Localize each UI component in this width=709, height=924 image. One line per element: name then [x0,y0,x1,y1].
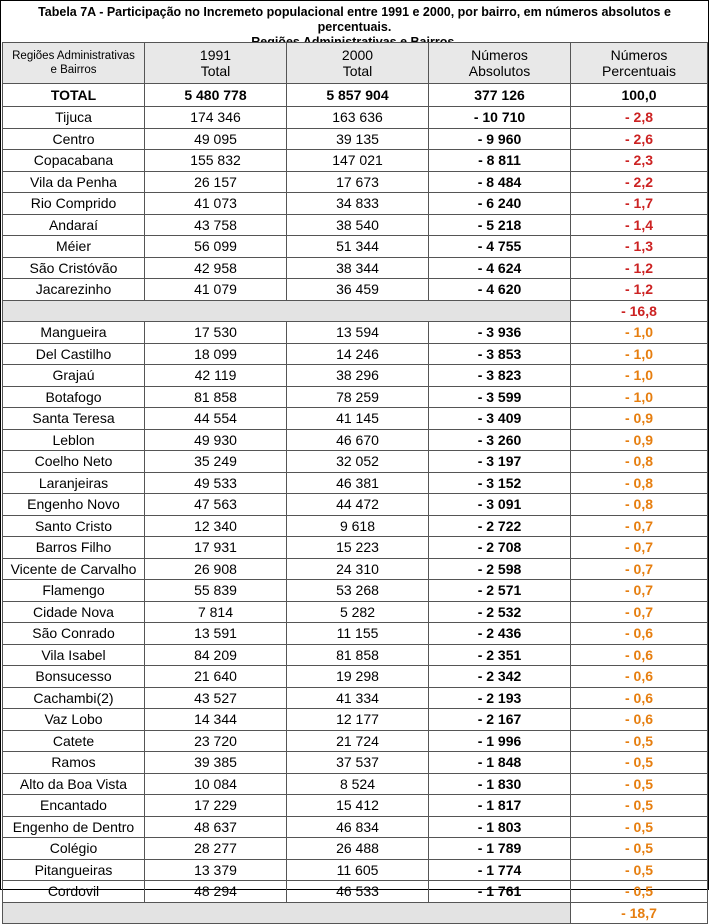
value-2000: 14 246 [287,343,429,365]
neighborhood-name: São Conrado [3,623,145,645]
value-percent: - 0,8 [571,494,708,516]
header-regions [3,43,145,84]
table-row [3,193,708,215]
header-2000-line1: 2000 [341,47,374,63]
value-absolute: - 2 532 [429,601,571,623]
neighborhood-name: Flamengo [3,580,145,602]
neighborhood-name: Colégio [3,838,145,860]
value-absolute: - 2 708 [429,537,571,559]
value-2000: 163 636 [287,107,429,129]
value-absolute: - 3 091 [429,494,571,516]
value-percent: - 0,5 [571,859,708,881]
value-percent: - 0,7 [571,537,708,559]
neighborhood-name: São Cristóvão [3,257,145,279]
value-percent: - 0,8 [571,472,708,494]
header-1991-line2: Total [200,63,231,79]
neighborhood-name: Tijuca [3,107,145,129]
header-percent-line2: Percentuais [602,63,676,79]
value-percent: - 0,5 [571,795,708,817]
value-2000: 24 310 [287,558,429,580]
value-2000: 46 834 [287,816,429,838]
value-absolute: - 1 817 [429,795,571,817]
table-row [3,580,708,602]
value-2000: 26 488 [287,838,429,860]
value-2000: 44 472 [287,494,429,516]
value-2000: 21 724 [287,730,429,752]
neighborhood-name: Cordovil [3,881,145,903]
value-2000: 32 052 [287,451,429,473]
value-2000: 41 145 [287,408,429,430]
value-absolute: - 3 152 [429,472,571,494]
subtotal-percent: - 16,8 [571,300,708,322]
neighborhood-name: Rio Comprido [3,193,145,215]
value-1991: 47 563 [145,494,287,516]
value-1991: 17 931 [145,537,287,559]
value-1991: 81 858 [145,386,287,408]
value-2000: 78 259 [287,386,429,408]
table-row [3,107,708,129]
value-2000: 53 268 [287,580,429,602]
value-1991: 17 530 [145,322,287,344]
subtotal-spacer [3,902,571,924]
value-1991: 174 346 [145,107,287,129]
value-absolute: - 8 484 [429,171,571,193]
total-pct: 100,0 [571,84,708,107]
value-percent: - 0,7 [571,580,708,602]
table-row [3,515,708,537]
value-1991: 41 079 [145,279,287,301]
subtotal-spacer [3,300,571,322]
value-2000: 15 412 [287,795,429,817]
value-1991: 49 533 [145,472,287,494]
value-percent: - 0,9 [571,408,708,430]
table-row [3,408,708,430]
value-1991: 155 832 [145,150,287,172]
value-1991: 42 958 [145,257,287,279]
value-2000: 37 537 [287,752,429,774]
neighborhood-name: Del Castilho [3,343,145,365]
neighborhood-name: Laranjeiras [3,472,145,494]
value-2000: 46 533 [287,881,429,903]
value-absolute: - 3 936 [429,322,571,344]
table-row [3,365,708,387]
value-percent: - 0,5 [571,773,708,795]
value-absolute: - 1 761 [429,881,571,903]
table-row [3,472,708,494]
neighborhood-name: Vila Isabel [3,644,145,666]
value-1991: 49 095 [145,128,287,150]
header-percent-line1: Números [610,47,668,63]
neighborhood-name: Andaraí [3,214,145,236]
value-2000: 39 135 [287,128,429,150]
value-2000: 19 298 [287,666,429,688]
neighborhood-name: Botafogo [3,386,145,408]
value-1991: 18 099 [145,343,287,365]
value-1991: 44 554 [145,408,287,430]
value-percent: - 2,6 [571,128,708,150]
value-absolute: - 9 960 [429,128,571,150]
value-percent: - 2,2 [571,171,708,193]
value-absolute: - 3 260 [429,429,571,451]
value-absolute: - 3 599 [429,386,571,408]
table-row [3,730,708,752]
value-percent: - 0,7 [571,558,708,580]
header-1991 [145,43,287,84]
table-row [3,666,708,688]
table-row [3,257,708,279]
table-row [3,795,708,817]
value-1991: 84 209 [145,644,287,666]
table-row [3,279,708,301]
value-1991: 26 908 [145,558,287,580]
header-regions-line1: Regiões Administrativas [12,50,135,62]
value-1991: 12 340 [145,515,287,537]
value-absolute: - 1 996 [429,730,571,752]
value-percent: - 0,9 [571,429,708,451]
value-percent: - 1,3 [571,236,708,258]
value-percent: - 2,3 [571,150,708,172]
value-1991: 48 294 [145,881,287,903]
value-absolute: - 4 755 [429,236,571,258]
value-2000: 38 344 [287,257,429,279]
value-1991: 42 119 [145,365,287,387]
value-absolute: - 3 823 [429,365,571,387]
value-1991: 43 527 [145,687,287,709]
table-row [3,601,708,623]
neighborhood-name: Grajaú [3,365,145,387]
value-percent: - 0,7 [571,515,708,537]
value-absolute: - 8 811 [429,150,571,172]
subtotal-row [3,300,708,322]
table-row [3,623,708,645]
value-absolute: - 10 710 [429,107,571,129]
value-percent: - 0,5 [571,816,708,838]
value-2000: 38 540 [287,214,429,236]
value-1991: 39 385 [145,752,287,774]
value-2000: 15 223 [287,537,429,559]
value-percent: - 0,6 [571,687,708,709]
value-absolute: - 1 774 [429,859,571,881]
table-row [3,494,708,516]
table-row [3,644,708,666]
value-1991: 56 099 [145,236,287,258]
header-2000 [287,43,429,84]
value-2000: 17 673 [287,171,429,193]
value-percent: - 0,6 [571,623,708,645]
value-1991: 7 814 [145,601,287,623]
value-2000: 11 605 [287,859,429,881]
table-row [3,537,708,559]
header-absolute-line2: Absolutos [468,63,531,79]
table-row [3,150,708,172]
table-row [3,236,708,258]
total-abs: 377 126 [429,84,571,107]
value-1991: 13 379 [145,859,287,881]
total-2000: 5 857 904 [287,84,429,107]
value-percent: - 1,0 [571,365,708,387]
table-row [3,859,708,881]
value-percent: - 1,0 [571,322,708,344]
table-row [3,343,708,365]
value-absolute: - 3 197 [429,451,571,473]
value-2000: 12 177 [287,709,429,731]
neighborhood-name: Mangueira [3,322,145,344]
neighborhood-name: Engenho Novo [3,494,145,516]
value-2000: 11 155 [287,623,429,645]
value-percent: - 1,7 [571,193,708,215]
value-absolute: - 4 624 [429,257,571,279]
value-percent: - 0,6 [571,709,708,731]
table-row [3,171,708,193]
header-row [3,43,708,84]
subtotal-row [3,902,708,924]
neighborhood-name: Ramos [3,752,145,774]
value-absolute: - 2 193 [429,687,571,709]
neighborhood-name: Pitangueiras [3,859,145,881]
header-1991-line1: 1991 [199,47,232,63]
table-row [3,816,708,838]
value-absolute: - 2 167 [429,709,571,731]
neighborhood-name: Leblon [3,429,145,451]
value-1991: 43 758 [145,214,287,236]
neighborhood-name: Engenho de Dentro [3,816,145,838]
value-percent: - 0,7 [571,601,708,623]
value-absolute: - 1 803 [429,816,571,838]
header-percent [571,43,708,84]
neighborhood-name: Méier [3,236,145,258]
value-2000: 81 858 [287,644,429,666]
value-1991: 55 839 [145,580,287,602]
neighborhood-name: Catete [3,730,145,752]
value-1991: 23 720 [145,730,287,752]
table-row [3,752,708,774]
value-2000: 46 381 [287,472,429,494]
population-table [2,42,708,924]
value-percent: - 1,4 [571,214,708,236]
value-percent: - 0,5 [571,881,708,903]
neighborhood-name: Coelho Neto [3,451,145,473]
neighborhood-name: Encantado [3,795,145,817]
value-2000: 9 618 [287,515,429,537]
value-1991: 28 277 [145,838,287,860]
value-absolute: - 6 240 [429,193,571,215]
table-row [3,881,708,903]
value-absolute: - 2 436 [429,623,571,645]
value-percent: - 0,5 [571,752,708,774]
value-2000: 46 670 [287,429,429,451]
neighborhood-name: Copacabana [3,150,145,172]
table-row [3,558,708,580]
table-row [3,687,708,709]
value-absolute: - 3 409 [429,408,571,430]
value-absolute: - 2 351 [429,644,571,666]
value-2000: 36 459 [287,279,429,301]
neighborhood-name: Santa Teresa [3,408,145,430]
table-row [3,214,708,236]
value-2000: 147 021 [287,150,429,172]
header-absolute [429,43,571,84]
neighborhood-name: Vila da Penha [3,171,145,193]
value-2000: 8 524 [287,773,429,795]
value-absolute: - 3 853 [429,343,571,365]
neighborhood-name: Vaz Lobo [3,709,145,731]
value-1991: 41 073 [145,193,287,215]
header-absolute-line1: Números [471,47,528,63]
value-1991: 49 930 [145,429,287,451]
neighborhood-name: Centro [3,128,145,150]
neighborhood-name: Barros Filho [3,537,145,559]
header-regions-line2: e Bairros [50,64,97,76]
value-1991: 21 640 [145,666,287,688]
value-percent: - 0,8 [571,451,708,473]
value-percent: - 2,8 [571,107,708,129]
neighborhood-name: Bonsucesso [3,666,145,688]
value-2000: 5 282 [287,601,429,623]
table-row [3,709,708,731]
neighborhood-name: Jacarezinho [3,279,145,301]
value-1991: 35 249 [145,451,287,473]
value-1991: 48 637 [145,816,287,838]
value-absolute: - 2 722 [429,515,571,537]
value-2000: 38 296 [287,365,429,387]
total-1991: 5 480 778 [145,84,287,107]
value-2000: 51 344 [287,236,429,258]
value-percent: - 0,5 [571,730,708,752]
value-1991: 14 344 [145,709,287,731]
subtotal-percent: - 18,7 [571,902,708,924]
value-2000: 41 334 [287,687,429,709]
total-row [3,84,708,107]
value-percent: - 0,5 [571,838,708,860]
value-percent: - 1,2 [571,279,708,301]
value-percent: - 0,6 [571,644,708,666]
value-1991: 13 591 [145,623,287,645]
table-row [3,128,708,150]
value-1991: 26 157 [145,171,287,193]
value-1991: 10 084 [145,773,287,795]
table-title [0,0,709,42]
value-absolute: - 1 830 [429,773,571,795]
value-percent: - 0,6 [571,666,708,688]
table-row [3,773,708,795]
value-1991: 17 229 [145,795,287,817]
neighborhood-name: Cachambi(2) [3,687,145,709]
value-percent: - 1,2 [571,257,708,279]
table-row [3,838,708,860]
value-absolute: - 2 342 [429,666,571,688]
neighborhood-name: Santo Cristo [3,515,145,537]
neighborhood-name: Alto da Boa Vista [3,773,145,795]
value-percent: - 1,0 [571,343,708,365]
neighborhood-name: Cidade Nova [3,601,145,623]
value-percent: - 1,0 [571,386,708,408]
table-row [3,386,708,408]
value-2000: 13 594 [287,322,429,344]
table-row [3,451,708,473]
table-row [3,322,708,344]
value-2000: 34 833 [287,193,429,215]
value-absolute: - 2 598 [429,558,571,580]
value-absolute: - 2 571 [429,580,571,602]
table-row [3,429,708,451]
value-absolute: - 4 620 [429,279,571,301]
title-line-1: Tabela 7A - Participação no Incremeto populacional entre 1991 e 2000, por bairro, em números absolutos e percentuais. [38,5,671,34]
value-absolute: - 1 789 [429,838,571,860]
value-absolute: - 5 218 [429,214,571,236]
total-name: TOTAL [3,84,145,107]
neighborhood-name: Vicente de Carvalho [3,558,145,580]
value-absolute: - 1 848 [429,752,571,774]
header-2000-line2: Total [342,63,373,79]
